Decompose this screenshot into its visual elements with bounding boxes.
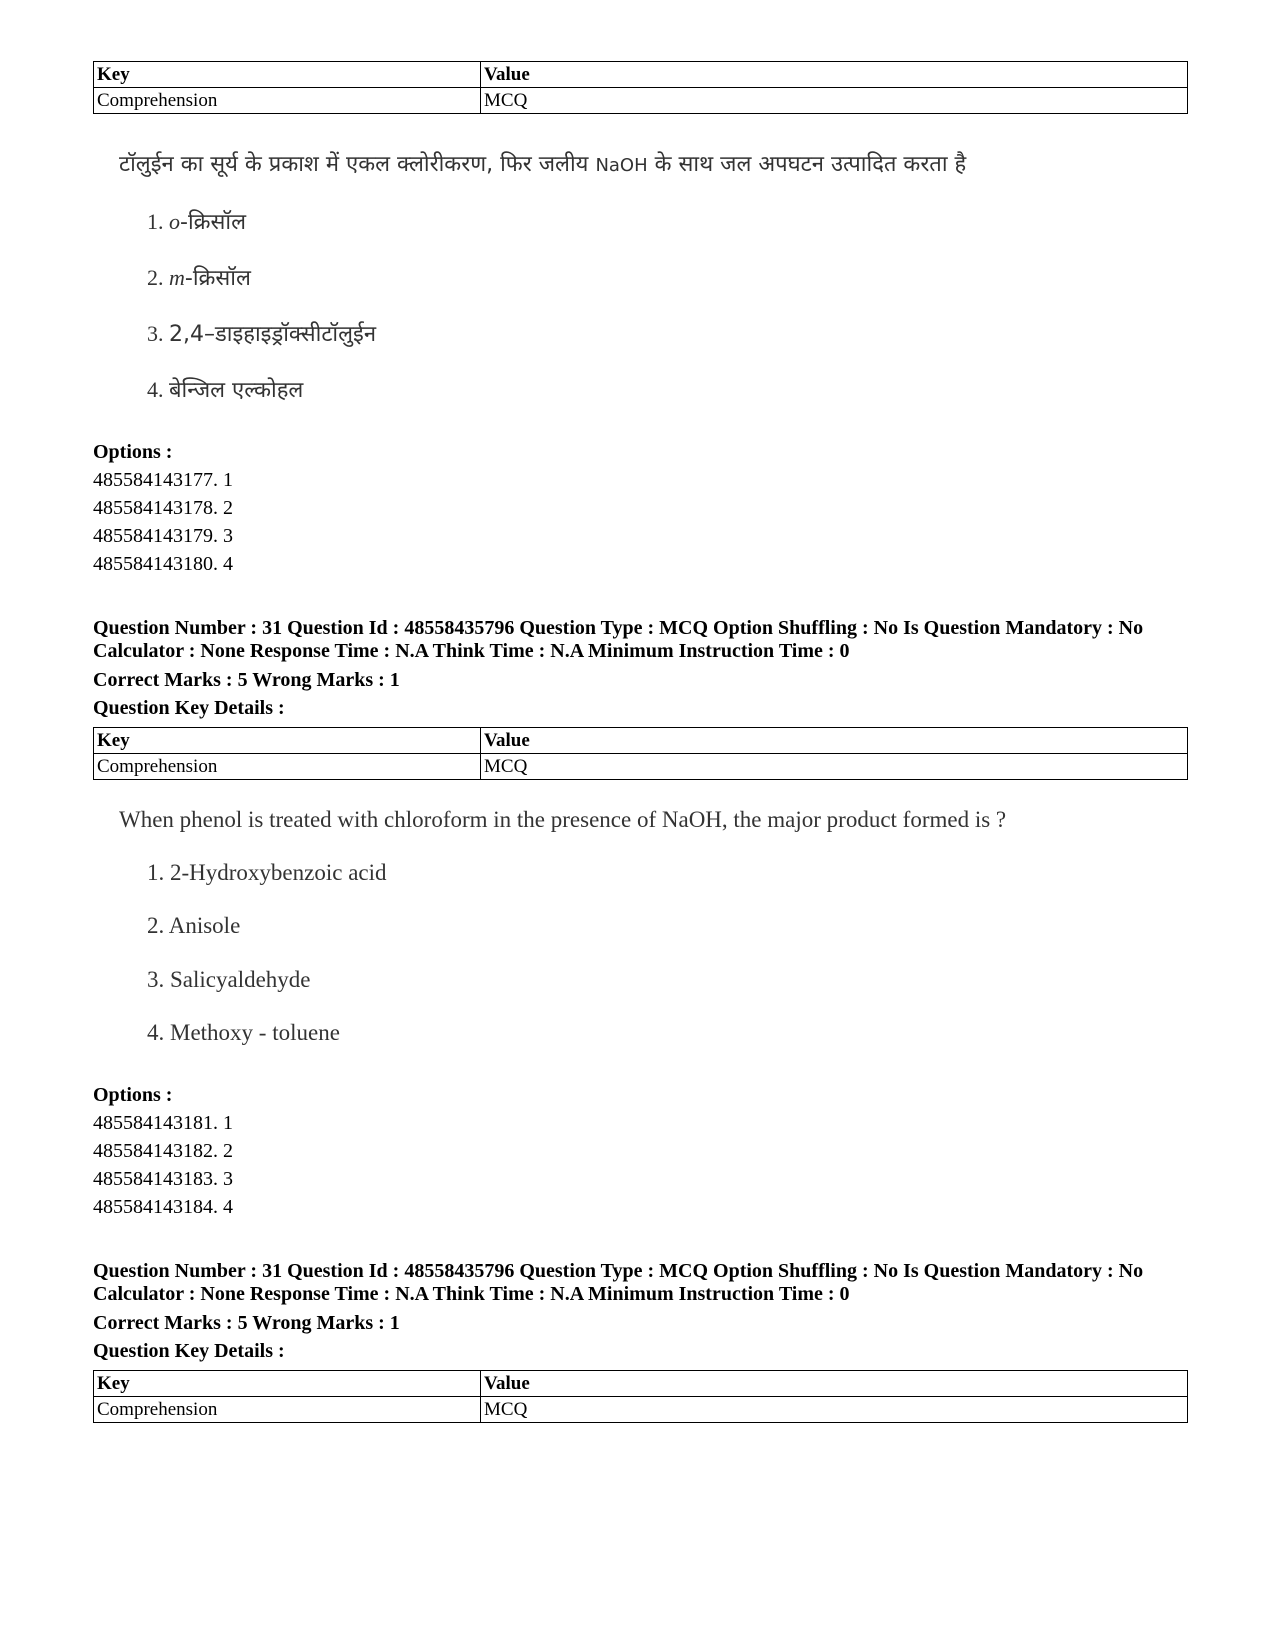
option-id: 485584143184. 4 [93,1196,233,1218]
table-header-row [94,1371,1188,1397]
table-header-key: Key [94,62,481,88]
table-cell-key: Comprehension [94,1397,481,1423]
choice-item [147,262,251,292]
choice-number: 3. [147,321,169,346]
question-text-part: टॉलुईन का सूर्य के प्रकाश में एकल क्लोरीकरण, फिर जलीय [119,152,596,177]
choice-italic: m [169,265,185,290]
key-details-table-1 [93,61,1188,114]
question-reagent: NaOH [595,155,648,176]
choice-item: 1. 2-Hydroxybenzoic acid [147,860,387,885]
option-id: 485584143178. 2 [93,497,233,519]
option-id: 485584143181. 1 [93,1112,233,1134]
table-header-row [94,728,1188,754]
table-row [94,88,1188,114]
choice-text: 2,4–डाइहाइड्रॉक्सीटॉलुईन [169,322,377,347]
question-text: When phenol is treated with chloroform in the presence of NaOH, the major product formed is ? [119,807,1007,832]
option-id: 485584143177. 1 [93,469,233,491]
table-cell-key: Comprehension [94,88,481,114]
options-label: Options : [93,441,173,463]
choice-item: 4. Methoxy - toluene [147,1020,340,1045]
choice-item: 2. Anisole [147,913,241,938]
table-cell-value: MCQ [481,754,1188,780]
choice-number: 4. [147,377,169,402]
table-header-value: Value [481,62,1188,88]
question-meta: Question Number : 31 Question Id : 48558435796 Question Type : MCQ Option Shuffling : No Is Question Mandatory : No Calculator : None Response Time : N.A Think Time : N.A Minimum Instruction Time : 0 [93,1260,1144,1305]
choice-item [147,206,246,236]
option-id: 485584143183. 3 [93,1168,233,1190]
option-id: 485584143180. 4 [93,553,233,575]
choice-text: -क्रिसॉल [180,210,247,235]
table-cell-value: MCQ [481,88,1188,114]
key-details-table-2 [93,727,1188,780]
question-text-part: के साथ जल अपघटन उत्पादित करता है [647,152,967,177]
marks-line: Correct Marks : 5 Wrong Marks : 1 [93,1312,400,1334]
choice-item [147,374,303,404]
table-cell-value: MCQ [481,1397,1188,1423]
choice-item: 3. Salicyaldehyde [147,967,311,992]
table-header-row [94,62,1188,88]
table-header-value: Value [481,1371,1188,1397]
choice-text: -क्रिसॉल [184,266,251,291]
table-header-key: Key [94,728,481,754]
choice-text: बेन्जिल एल्कोहल [169,378,304,403]
choice-item [147,318,376,348]
table-row [94,754,1188,780]
key-details-label: Question Key Details : [93,697,285,719]
table-row [94,1397,1188,1423]
marks-line: Correct Marks : 5 Wrong Marks : 1 [93,669,400,691]
choice-italic: o [169,209,180,234]
table-header-value: Value [481,728,1188,754]
option-id: 485584143179. 3 [93,525,233,547]
question-meta: Question Number : 31 Question Id : 48558435796 Question Type : MCQ Option Shuffling : No Is Question Mandatory : No Calculator : None Response Time : N.A Think Time : N.A Minimum Instruction Time : 0 [93,617,1144,662]
key-details-table-3 [93,1370,1188,1423]
choice-number: 2. [147,265,169,290]
question-text-hindi [119,148,966,178]
options-label: Options : [93,1084,173,1106]
table-cell-key: Comprehension [94,754,481,780]
option-id: 485584143182. 2 [93,1140,233,1162]
key-details-label: Question Key Details : [93,1340,285,1362]
table-header-key: Key [94,1371,481,1397]
choice-number: 1. [147,209,169,234]
